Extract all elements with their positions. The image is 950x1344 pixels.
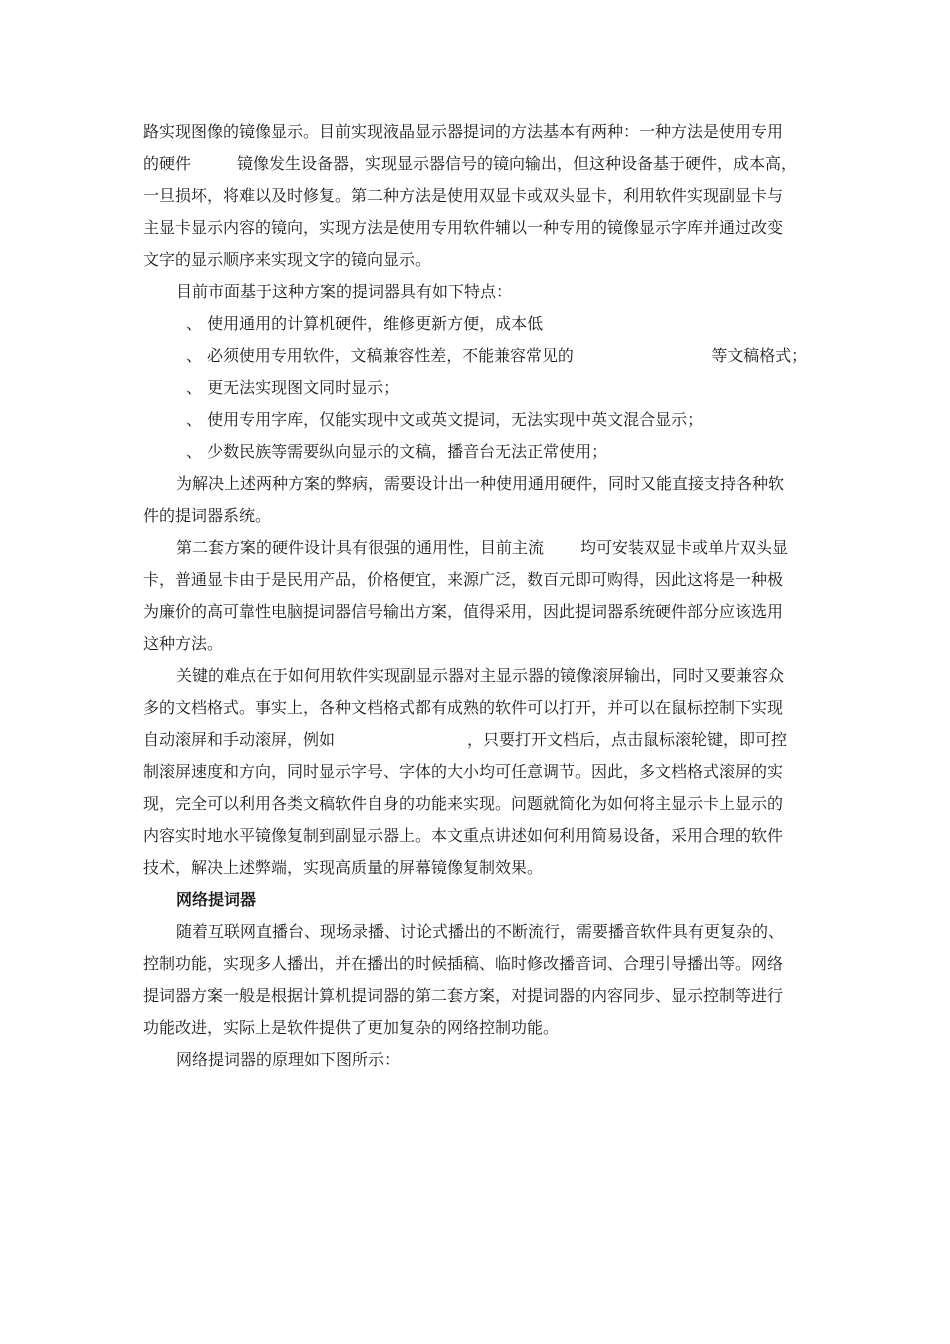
text-fragment: 第二套方案的硬件设计具有很强的通用性，目前主流	[176, 538, 545, 557]
text-fragment: ，只要打开文档后，点击鼠标滚轮键，即可控	[467, 730, 788, 749]
text-fragment: 的硬件	[143, 154, 192, 173]
text-line: 主显卡显示内容的镜向，实现方法是使用专用软件辅以一种专用的镜像显示字库并通过改变	[143, 218, 784, 237]
text-line: 这种方法。	[143, 634, 224, 653]
text-line: 随着互联网直播台、现场录播、讨论式播出的不断流行，需要播音软件具有更复杂的、	[176, 922, 785, 941]
text-line	[143, 730, 787, 750]
text-line: 控制功能，实现多人播出，并在播出的时候插稿、临时修改播音词、合理引导播出等。网络	[143, 954, 784, 973]
text-line: 制滚屏速度和方向，同时显示字号、字体的大小均可任意调节。因此，多文档格式滚屏的实	[143, 762, 784, 781]
text-line: 多的文档格式。事实上，各种文档格式都有成熟的软件可以打开，并可以在鼠标控制下实现	[143, 698, 784, 717]
list-item: 、 使用专用字库，仅能实现中文或英文提词，无法实现中英文混合显示；	[186, 410, 704, 429]
section-heading: 网络提词器	[176, 890, 257, 909]
list-item: 、 使用通用的计算机硬件，维修更新方便，成本低	[186, 314, 544, 333]
list-item	[186, 346, 807, 366]
list-item: 、 更无法实现图文同时显示；	[186, 378, 400, 397]
text-fragment: 均可安装双显卡或单片双头显	[580, 538, 789, 557]
text-fragment: 等文稿格式；	[711, 346, 808, 365]
text-line: 提词器方案一般是根据计算机提词器的第二套方案，对提词器的内容同步、显示控制等进行	[143, 986, 784, 1005]
text-line: 文字的显示顺序来实现文字的镜向显示。	[143, 250, 432, 269]
text-fragment: 镜像发生设备器，实现显示器信号的镜向输出，但这种设备基于硬件，成本高，	[237, 154, 798, 173]
text-line	[143, 154, 797, 174]
text-line: 为廉价的高可靠性电脑提词器信号输出方案，值得采用，因此提词器系统硬件部分应该选用	[143, 602, 784, 621]
text-line: 一旦损坏，将难以及时修复。第二种方法是使用双显卡或双头显卡，利用软件实现副显卡与	[143, 186, 784, 205]
text-fragment: 、 必须使用专用软件，文稿兼容性差，不能兼容常见的	[186, 346, 574, 365]
list-item: 、 少数民族等需要纵向显示的文稿，播音台无法正常使用；	[186, 442, 608, 461]
text-line: 卡，普通显卡由于是民用产品，价格便宜，来源广泛，数百元即可购得，因此这将是一种极	[143, 570, 784, 589]
text-line: 技术，解决上述弊端，实现高质量的屏幕镜像复制效果。	[143, 858, 544, 877]
text-line: 功能改进，实际上是软件提供了更加复杂的网络控制功能。	[143, 1018, 560, 1037]
text-line: 现，完全可以利用各类文稿软件自身的功能来实现。问题就简化为如何将主显示卡上显示的	[143, 794, 784, 813]
text-line: 目前市面基于这种方案的提词器具有如下特点：	[176, 282, 513, 301]
text-line: 件的提词器系统。	[143, 506, 272, 525]
text-line	[176, 538, 788, 558]
text-line: 网络提词器的原理如下图所示：	[176, 1050, 401, 1069]
text-line: 内容实时地水平镜像复制到副显示器上。本文重点讲述如何利用简易设备，采用合理的软件	[143, 826, 784, 845]
text-line: 关键的难点在于如何用软件实现副显示器对主显示器的镜像滚屏输出，同时又要兼容众	[176, 666, 785, 685]
text-fragment: 自动滚屏和手动滚屏，例如	[143, 730, 336, 749]
text-line: 路实现图像的镜像显示。目前实现液晶显示器提词的方法基本有两种：一种方法是使用专用	[143, 122, 784, 141]
text-line: 为解决上述两种方案的弊病，需要设计出一种使用通用硬件，同时又能直接支持各种软	[176, 474, 785, 493]
